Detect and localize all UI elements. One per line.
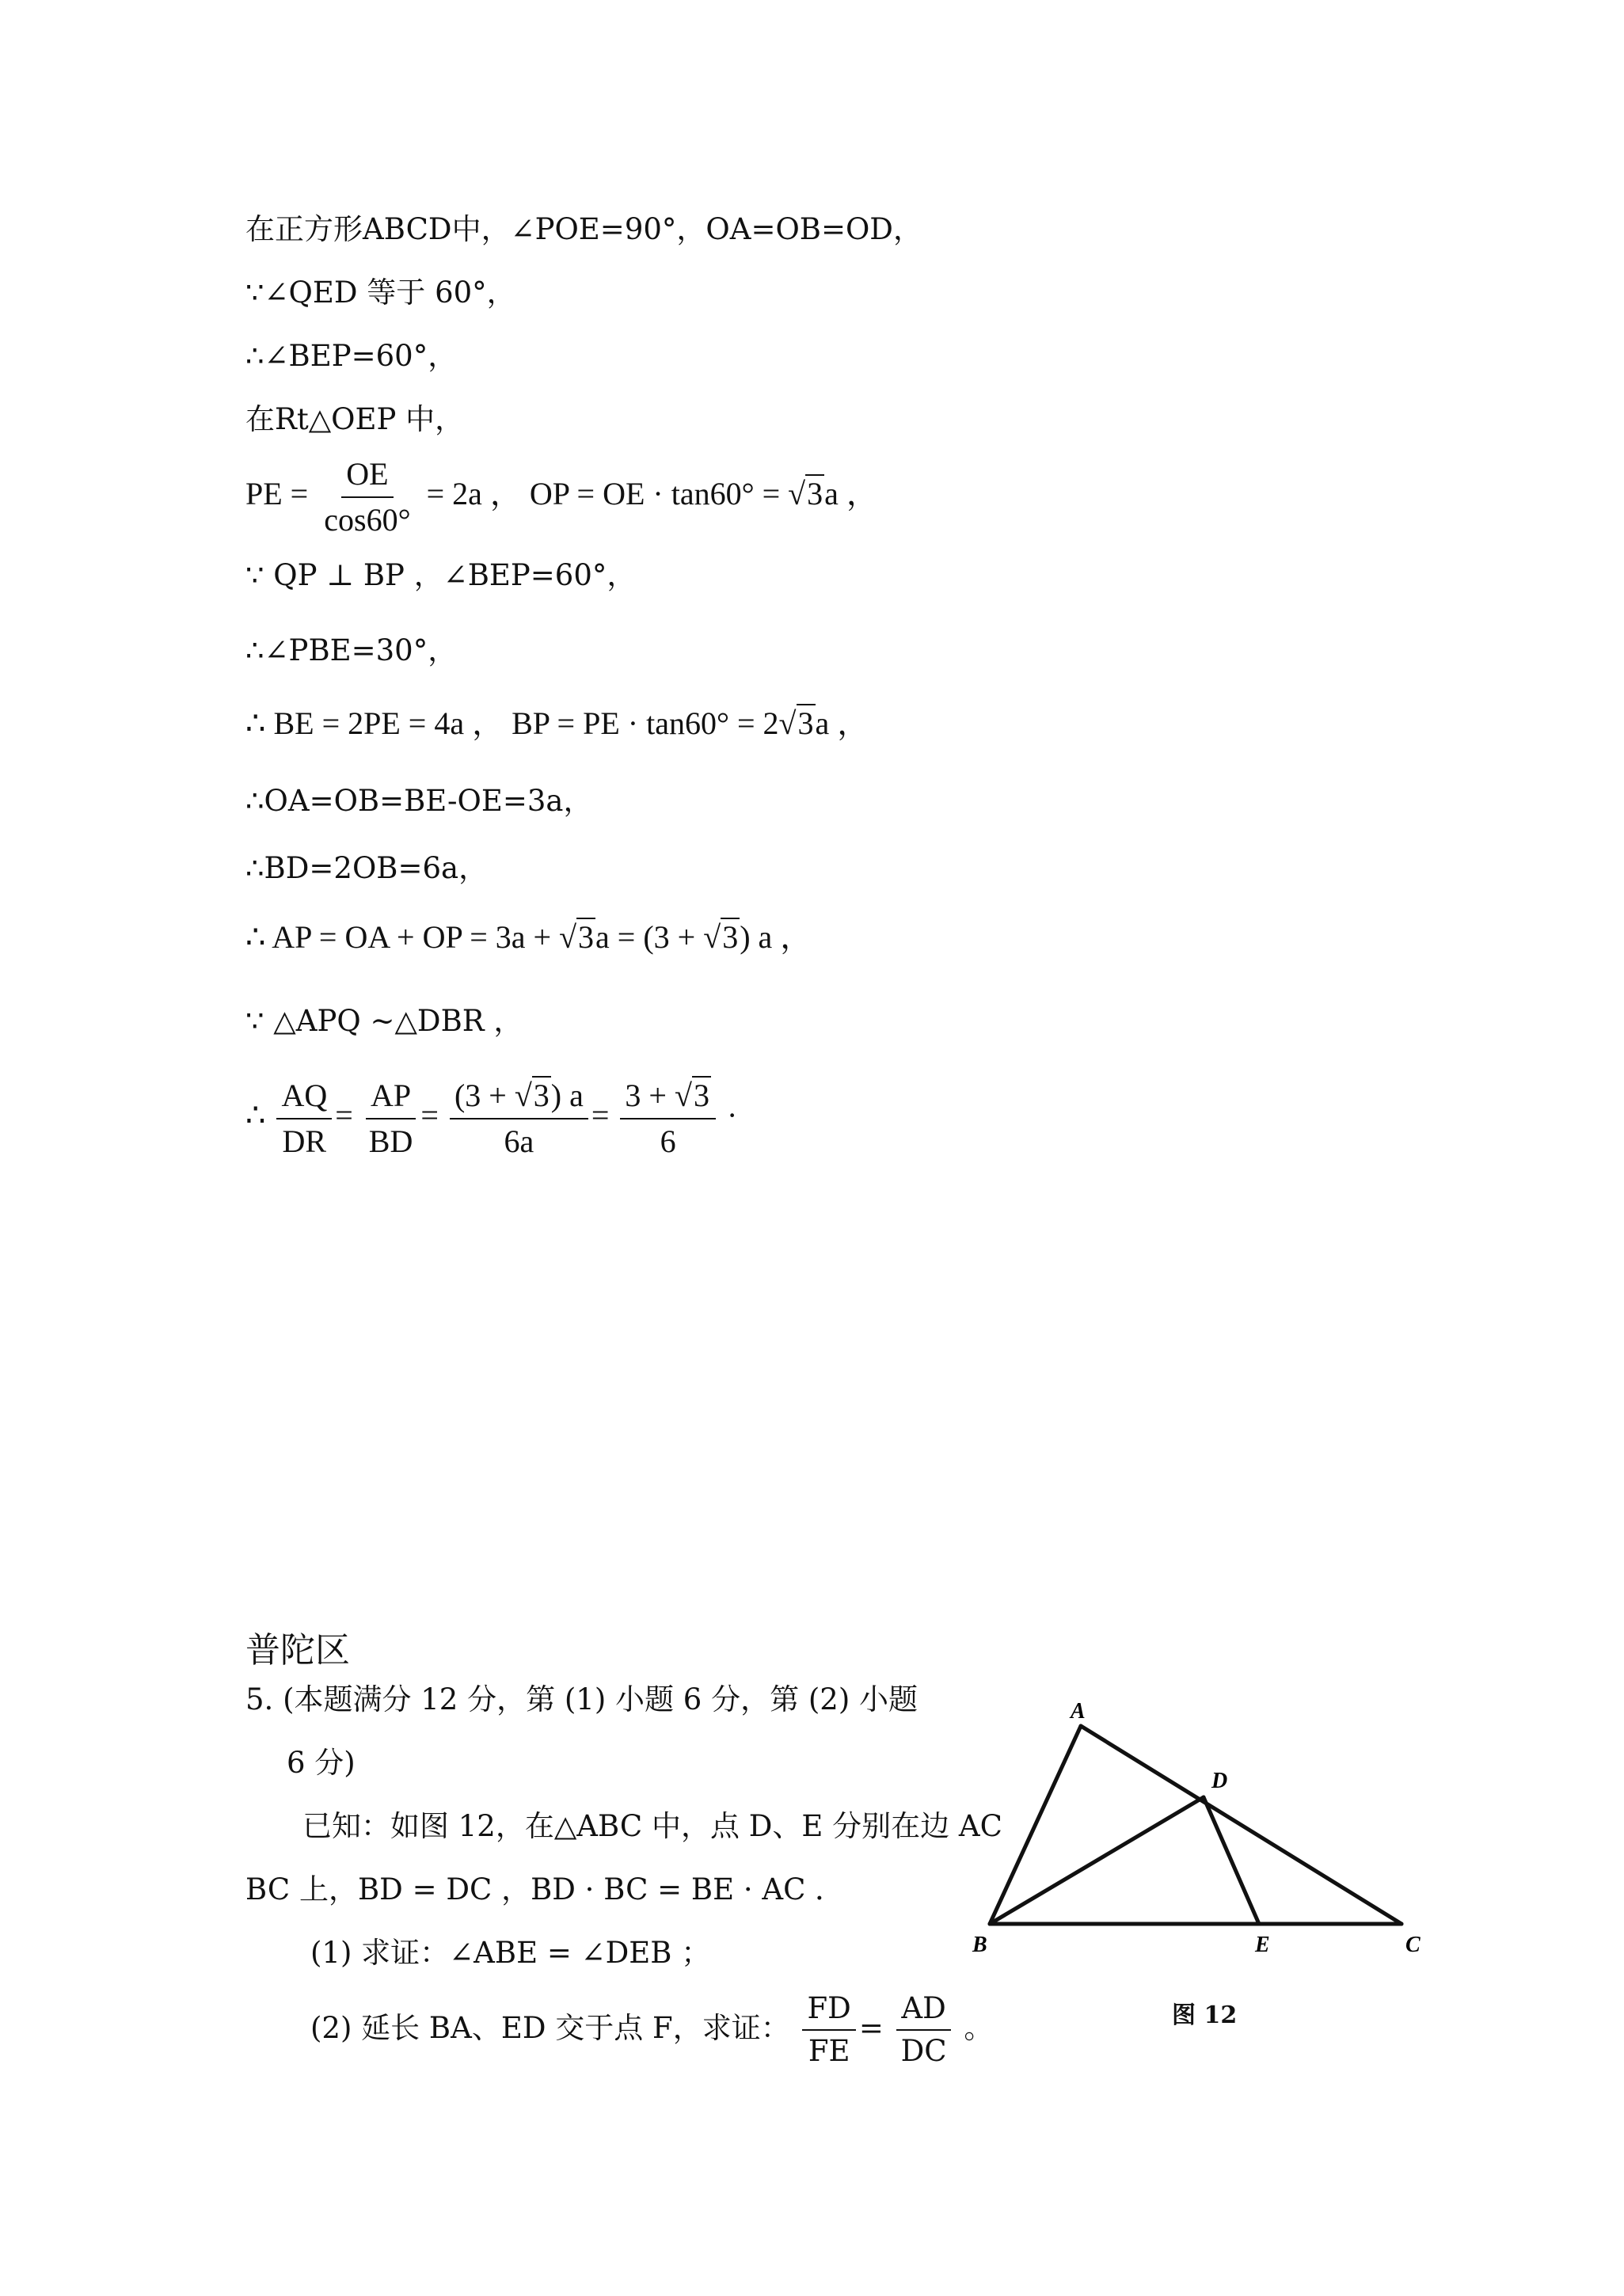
fraction-ap-value: $\frac{(3 + √3) a}{6a}$ (450, 1077, 588, 1161)
fraction-ap-bd: $\frac{AP}{BD}$ (364, 1077, 418, 1161)
fraction-fd-fe: $\frac{FD}{FE}$ (802, 1991, 855, 2070)
problem-line-3: 已知：如图 12，在△ABC 中，点 D、E 分别在边 AC (302, 1809, 1002, 1843)
label-a: A (1071, 1699, 1086, 1724)
label-b: B (972, 1933, 987, 1957)
label-d: D (1211, 1769, 1228, 1793)
solution-line-3: ∴∠BEP=60°， (245, 339, 458, 373)
fraction-oe-cos60: $\frac{OE}{\cos 60^\circ}$ (324, 456, 411, 538)
solution-line-9: ∴OA=OB=BE-OE=3a， (245, 784, 593, 818)
problem-line-5: (1) 求证：∠ABE = ∠DEB ； (310, 1936, 711, 1970)
problem-line-1: 5. (本题满分 12 分，第 (1) 小题 6 分，第 (2) 小题 (245, 1682, 918, 1716)
solution-line-7: ∴∠PBE=30°， (245, 633, 458, 667)
problem-line-2: 6 分) (287, 1746, 356, 1780)
label-e: E (1255, 1933, 1270, 1957)
edge-ab (990, 1726, 1081, 1924)
figure-caption: 图 12 (1172, 2001, 1238, 2029)
fraction-aq-dr: $\frac{AQ}{DR}$ (276, 1077, 332, 1161)
segment-bd (990, 1797, 1204, 1924)
solution-line-12: ∵ △APQ ~△DBR ， (245, 1004, 523, 1038)
fraction-ad-dc: $\frac{AD}{DC}$ (896, 1991, 952, 2070)
segment-de (1204, 1797, 1259, 1924)
fraction-result: $\frac{3 + √3}{6}$ (620, 1077, 716, 1161)
label-c: C (1405, 1933, 1421, 1957)
edge-ac (1081, 1726, 1402, 1924)
solution-line-5: PE = $\frac{OE}{\cos 60^\circ}$ = 2a ， OP = OE · tan60° = √3a ， (245, 456, 878, 538)
solution-line-10: ∴BD=2OB=6a， (245, 851, 489, 885)
solution-line-8: ∴ BE = 2PE = 4a ， BP = PE · tan60° = 2√3a ， (245, 705, 869, 741)
problem-line-4: BC 上，BD = DC ，BD · BC = BE · AC ． (245, 1872, 845, 1906)
problem-line-6: (2) 延长 BA、ED 交于点 F，求证： $\frac{FD}{FE}$ = $\frac{AD}{DC}$ 。 (310, 1991, 994, 2069)
solution-line-4: 在Rt△OEP 中， (245, 402, 465, 436)
solution-line-11: ∴ AP = OA + OP = 3a + √3a = (3 + √3) a ， (245, 919, 812, 955)
solution-line-6: ∵ QP ⊥ BP ，∠BEP=60°， (245, 558, 637, 592)
solution-line-1: 在正方形ABCD中，∠POE=90°，OA=OB=OD， (245, 212, 922, 246)
section-heading: 普陀区 (245, 1630, 350, 1671)
solution-line-13: ∴ $\frac{AQ}{DR}$ = $\frac{AP}{BD}$ = $\frac{(3 + √3) a}{6a}$ = $\frac{3 + √3}{6}$ · (245, 1078, 738, 1159)
solution-line-2: ∵∠QED 等于 60°， (245, 276, 516, 310)
